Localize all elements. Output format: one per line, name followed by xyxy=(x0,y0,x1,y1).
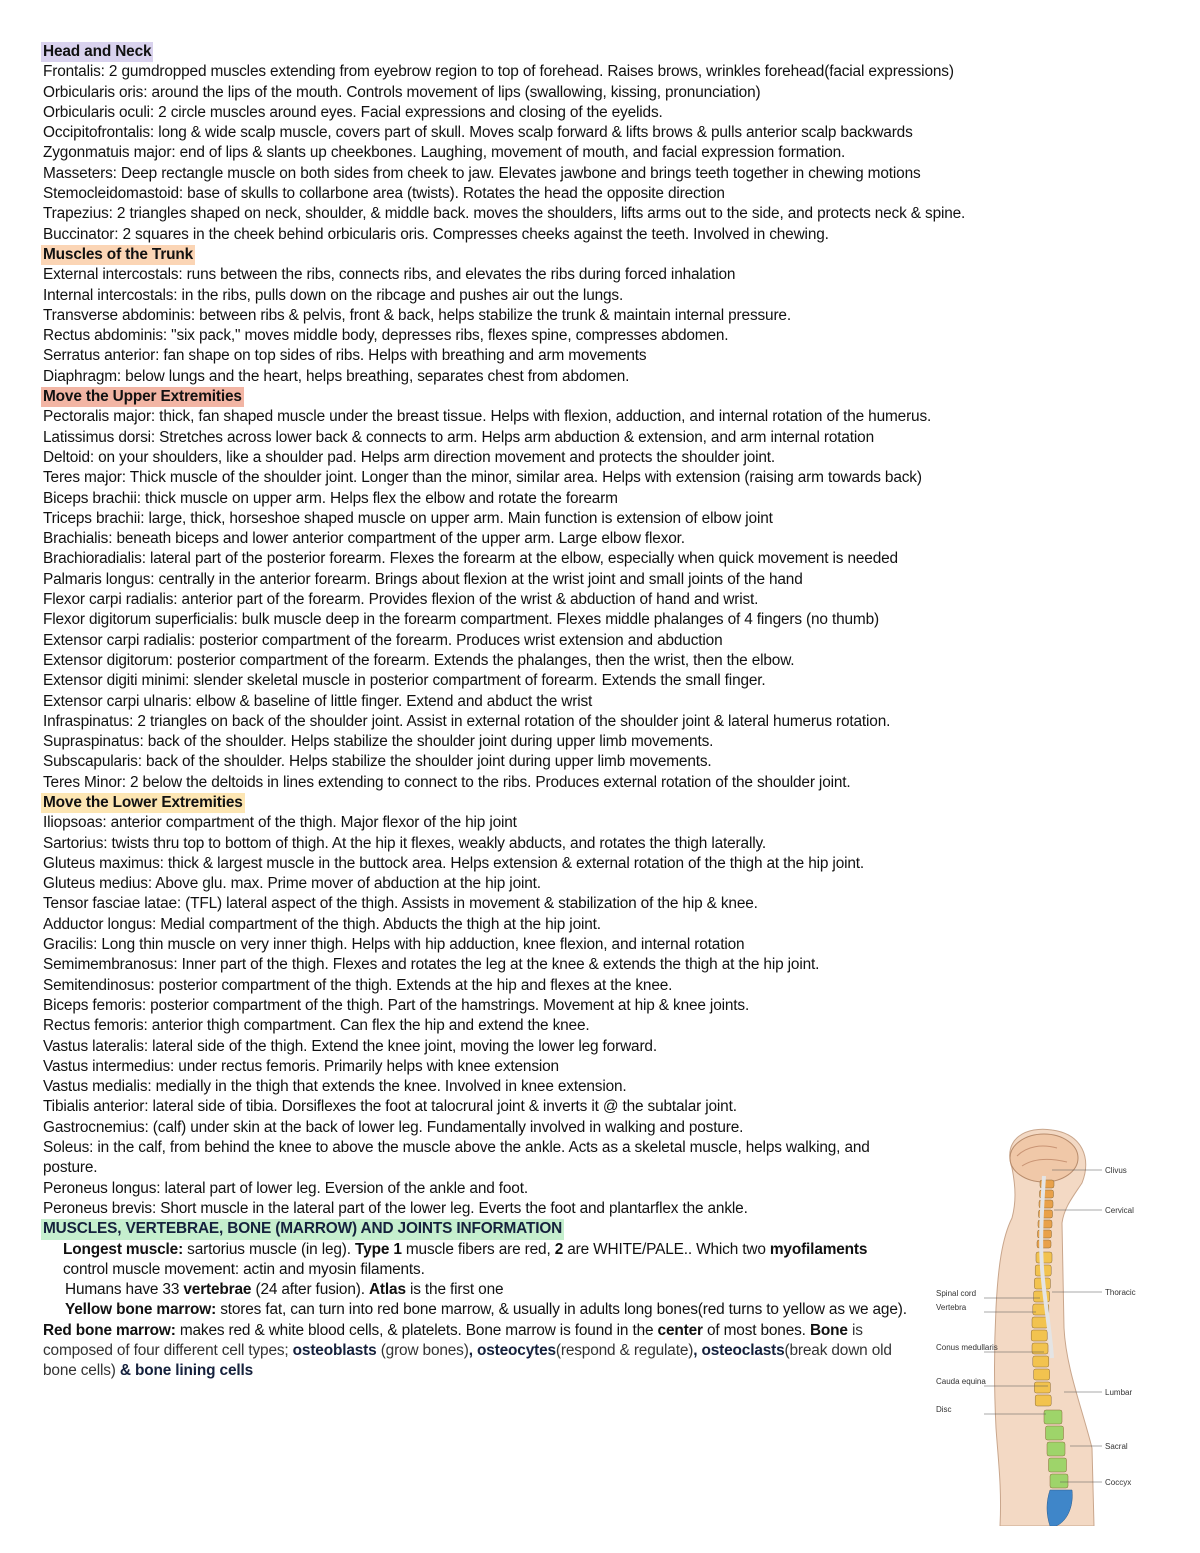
osteocytes-text: (respond & regulate) xyxy=(555,1342,694,1359)
type2-text: are WHITE/PALE.. Which two xyxy=(563,1240,770,1258)
spine-label-coccyx: Coccyx xyxy=(1105,1478,1132,1487)
spine-label-sacral: Sacral xyxy=(1105,1442,1128,1451)
vertebrae-post: is the first one xyxy=(405,1281,504,1299)
muscle-entry: Extensor digiti minimi: slender skeletal muscle in posterior compartment of forearm. Extends the small finger. xyxy=(43,672,766,690)
cervical-vertebra xyxy=(1037,1240,1051,1248)
spine-diagram xyxy=(932,1128,1162,1526)
longest-muscle-text: sartorius muscle (in leg). xyxy=(183,1240,356,1258)
vertebrae-mid: (24 after fusion). xyxy=(251,1281,369,1299)
vertebrae-pre: Humans have 33 xyxy=(65,1281,184,1299)
muscle-entry: Occipitofrontalis: long & wide scalp muscle, covers part of skull. Moves scalp forward & lifts brows & pulls anterior scalp backwards xyxy=(43,124,913,142)
osteoblasts-text: (grow bones) xyxy=(376,1342,469,1359)
muscle-entry: Rectus abdominis: "six pack," moves middle body, depresses ribs, flexes spine, compresses abdomen. xyxy=(43,327,729,345)
muscle-entry: Triceps brachii: large, thick, horseshoe shaped muscle on upper arm. Main function is extension of elbow joint xyxy=(43,509,773,527)
muscle-entry: Extensor carpi radialis: posterior compartment of the forearm. Produces wrist extension and abduction xyxy=(43,631,723,649)
muscle-entry: Extensor digitorum: posterior compartment of the forearm. Extends the phalanges, then the wrist, then the elbow. xyxy=(43,651,795,669)
muscle-entry: Flexor carpi radialis: anterior part of the forearm. Provides flexion of the wrist & abduction of hand and wrist. xyxy=(43,591,759,609)
muscle-entry: Palmaris longus: centrally in the anterior forearm. Brings about flexion at the wrist joint and small joints of the hand xyxy=(43,570,803,588)
section-heading: Move the Lower Extremities xyxy=(41,793,245,813)
spine-label-left: Vertebra xyxy=(936,1303,967,1312)
longest-muscle-label: Longest muscle: xyxy=(63,1240,184,1258)
muscle-entry: Tensor fasciae latae: (TFL) lateral aspect of the thigh. Assists in movement & stabilization of the hip & knee. xyxy=(43,895,758,913)
muscle-entry: Semitendinosus: posterior compartment of the thigh. Extends at the hip and flexes at the knee. xyxy=(43,976,673,994)
muscle-entry: Gastrocnemius: (calf) under skin at the back of lower leg. Fundamentally involved in walking and posture. xyxy=(43,1118,744,1136)
muscle-entry: Vastus intermedius: under rectus femoris. Primarily helps with knee extension xyxy=(43,1057,559,1075)
brain xyxy=(1010,1134,1078,1182)
type1-label: Type 1 xyxy=(355,1240,402,1258)
spine-label-left: Spinal cord xyxy=(936,1289,977,1298)
thoracic-vertebra xyxy=(1032,1343,1048,1354)
osteoclasts-label: osteoclasts xyxy=(701,1342,785,1359)
muscle-entry: Transverse abdominis: between ribs & pelvis, front & back, helps stabilize the trunk & maintain internal pressure. xyxy=(43,306,791,324)
muscle-entry: Stemocleidomastoid: base of skulls to collarbone area (twists). Rotates the head the opposite direction xyxy=(43,185,725,203)
osteocytes-label: osteocytes xyxy=(476,1342,556,1359)
muscle-entry: Brachialis: beneath biceps and lower anterior compartment of the upper arm. Large elbow flexor. xyxy=(43,530,685,548)
thoracic-vertebra xyxy=(1034,1382,1050,1393)
muscle-sections xyxy=(43,42,1163,1219)
muscle-entry: Semimembranosus: Inner part of the thigh. Flexes and rotates the leg at the knee & extends the thigh at the hip joint. xyxy=(43,956,820,974)
muscle-entry: Buccinator: 2 squares in the cheek behind orbicularis oris. Compresses cheeks against the teeth. Involved in chewing. xyxy=(43,225,829,243)
info-paragraph-bone xyxy=(43,1300,913,1381)
spine-label-cervical: Cervical xyxy=(1105,1206,1134,1215)
muscle-entry: Subscapularis: back of the shoulder. Helps stabilize the shoulder joint during upper limb movements. xyxy=(43,753,712,771)
spine-label-left: Cauda equina xyxy=(936,1377,986,1386)
muscle-entry: Gluteus medius: Above glu. max. Prime mover of abduction at the hip joint. xyxy=(43,875,541,893)
muscle-entry: Masseters: Deep rectangle muscle on both sides from cheek to jaw. Elevates jawbone and brings teeth together in chewing motions xyxy=(43,164,921,182)
bone-label: Bone xyxy=(809,1321,848,1339)
thoracic-vertebra xyxy=(1032,1317,1048,1328)
thoracic-vertebra xyxy=(1031,1330,1047,1341)
comma-1: , xyxy=(468,1342,477,1359)
comma-2: , xyxy=(693,1342,702,1359)
type2-label: 2 xyxy=(554,1240,564,1258)
yellow-marrow-text: stores fat, can turn into red bone marrow, & usually in adults long bones(red turns to yellow as we age). xyxy=(216,1301,907,1319)
muscle-entry: Peroneus brevis: Short muscle in the lateral part of the lower leg. Everts the foot and plantarflex the ankle. xyxy=(43,1199,748,1217)
muscle-entry: Gluteus maximus: thick & largest muscle in the buttock area. Helps extension & external rotation of the thigh at the hip joint. xyxy=(43,854,865,872)
muscle-entry: Orbicularis oculi: 2 circle muscles around eyes. Facial expressions and closing of the eyelids. xyxy=(43,103,663,121)
lumbar-vertebra xyxy=(1049,1458,1067,1472)
osteoblasts-label: osteoblasts xyxy=(292,1342,377,1359)
lumbar-vertebra xyxy=(1047,1442,1065,1456)
muscle-entry: Frontalis: 2 gumdropped muscles extending from eyebrow region to top of forehead. Raises brows, wrinkles forehead(facial expressions) xyxy=(43,63,954,81)
info-heading: MUSCLES, VERTEBRAE, BONE (MARROW) AND JOINTS INFORMATION xyxy=(41,1219,564,1239)
thoracic-vertebra xyxy=(1035,1395,1051,1406)
bone-text: is composed of four different cell types; xyxy=(43,1321,863,1359)
myofilaments-label: myofilaments xyxy=(769,1240,868,1258)
muscle-entry: Tibialis anterior: lateral side of tibia. Dorsiflexes the foot at talocrural joint & inverts it @ the subtalar joint. xyxy=(43,1098,737,1116)
muscle-entry: Rectus femoris: anterior thigh compartment. Can flex the hip and extend the knee. xyxy=(43,1017,590,1035)
muscle-entry: Peroneus longus: lateral part of lower leg. Eversion of the ankle and foot. xyxy=(43,1179,528,1197)
thoracic-vertebra xyxy=(1036,1252,1052,1263)
info-paragraph-vertebrae xyxy=(43,1280,913,1300)
muscle-entry: Biceps femoris: posterior compartment of the thigh. Part of the hamstrings. Movement at hip & knee joints. xyxy=(43,996,750,1014)
lumbar-vertebra xyxy=(1050,1474,1068,1488)
muscle-entry: Supraspinatus: back of the shoulder. Helps stabilize the shoulder joint during upper limb movements. xyxy=(43,733,714,751)
muscle-entry: Trapezius: 2 triangles shaped on neck, shoulder, & middle back. moves the shoulders, lifts arms out to the side, and protects neck & spine. xyxy=(43,205,966,223)
section-0 xyxy=(43,42,1163,245)
lumbar-vertebra xyxy=(1044,1410,1062,1424)
info-body xyxy=(43,1240,913,1382)
muscle-entry: Teres major: Thick muscle of the shoulder joint. Longer than the minor, similar area. Helps with extension (raising arm towards back) xyxy=(43,469,922,487)
spine-label-left: Disc xyxy=(936,1405,952,1414)
muscle-entry: Adductor longus: Medial compartment of the thigh. Abducts the thigh at the hip joint. xyxy=(43,915,601,933)
muscle-entry: Infraspinatus: 2 triangles on back of the shoulder joint. Assist in external rotation of the shoulder joint & lateral humerus rotation. xyxy=(43,712,891,730)
muscle-entry: Extensor carpi ulnaris: elbow & baseline of little finger. Extend and abduct the wrist xyxy=(43,692,593,710)
spine-label-left: Conus medullaris xyxy=(936,1343,998,1352)
bone-lining-label: & bone lining cells xyxy=(119,1362,254,1380)
section-heading: Move the Upper Extremities xyxy=(41,387,244,407)
spine-label-thoracic: Thoracic xyxy=(1105,1288,1136,1297)
muscle-entry: Zygonmatuis major: end of lips & slants up cheekbones. Laughing, movement of mouth, and facial expression formation. xyxy=(43,144,846,162)
spine-label-clivus: Clivus xyxy=(1105,1166,1127,1175)
spine-label-lumbar: Lumbar xyxy=(1105,1388,1133,1397)
red-marrow-text: makes red & white blood cells, & platelets. Bone marrow is found in the xyxy=(175,1321,658,1339)
muscle-entry: Biceps brachii: thick muscle on upper arm. Helps flex the elbow and rotate the forearm xyxy=(43,489,618,507)
muscle-entry: Latissimus dorsi: Stretches across lower back & connects to arm. Helps arm abduction & extension, and arm internal rotation xyxy=(43,428,874,446)
vertebrae-label: vertebrae xyxy=(183,1281,252,1299)
muscle-entry: Pectoralis major: thick, fan shaped muscle under the breast tissue. Helps with flexion, adduction, and internal rotation of the humerus. xyxy=(43,408,932,426)
center-label: center xyxy=(657,1321,703,1339)
muscle-entry: Soleus: in the calf, from behind the knee to above the muscle above the ankle. Acts as a skeletal muscle, helps walking, and posture. xyxy=(43,1139,870,1177)
muscle-entry: Orbicularis oris: around the lips of the mouth. Controls movement of lips (swallowing, kissing, pronunciation) xyxy=(43,83,761,101)
type1-text: muscle fibers are red, xyxy=(401,1240,555,1258)
lumbar-vertebra xyxy=(1046,1426,1064,1440)
muscle-entry: Deltoid: on your shoulders, like a shoulder pad. Helps arm direction movement and protects the shoulder joint. xyxy=(43,448,776,466)
muscle-entry: Iliopsoas: anterior compartment of the thigh. Major flexor of the hip joint xyxy=(43,814,517,832)
muscle-entry: Vastus medialis: medially in the thigh that extends the knee. Involved in knee extension. xyxy=(43,1078,627,1096)
muscle-entry: Brachioradialis: lateral part of the posterior forearm. Flexes the forearm at the elbow, especially when quick movement is needed xyxy=(43,550,898,568)
thoracic-vertebra xyxy=(1034,1369,1050,1380)
muscle-entry: Gracilis: Long thin muscle on very inner thigh. Helps with hip adduction, knee flexion, and internal rotation xyxy=(43,936,745,954)
center-text: of most bones. xyxy=(702,1321,810,1339)
muscle-entry: Flexor digitorum superficialis: bulk muscle deep in the forearm compartment. Flexes middle phalanges of 4 fingers (no thumb) xyxy=(43,611,879,629)
muscle-entry: Sartorius: twists thru top to bottom of thigh. At the hip it flexes, weakly abducts, and rotates the thigh laterally. xyxy=(43,834,767,852)
section-heading: Muscles of the Trunk xyxy=(41,245,195,265)
section-1 xyxy=(43,245,1163,387)
muscle-entry: External intercostals: runs between the ribs, connects ribs, and elevates the ribs during forced inhalation xyxy=(43,266,736,284)
osteoclasts-text: (break down old bone cells) xyxy=(43,1342,892,1380)
myofilaments-text: control muscle movement: actin and myosin filaments. xyxy=(63,1260,425,1278)
muscle-entry: Vastus lateralis: lateral side of the thigh. Extend the knee joint, moving the lower leg forward. xyxy=(43,1037,657,1055)
section-2 xyxy=(43,387,1163,793)
red-marrow-label: Red bone marrow: xyxy=(43,1321,176,1339)
section-heading: Head and Neck xyxy=(41,42,153,62)
yellow-marrow-label: Yellow bone marrow: xyxy=(65,1301,217,1319)
atlas-label: Atlas xyxy=(368,1281,406,1299)
muscle-entry: Internal intercostals: in the ribs, pulls down on the ribcage and pushes air out the lungs. xyxy=(43,286,624,304)
muscle-entry: Serratus anterior: fan shape on top sides of ribs. Helps with breathing and arm movements xyxy=(43,347,647,365)
info-paragraph-muscle xyxy=(43,1240,913,1281)
thoracic-vertebra xyxy=(1033,1356,1049,1367)
muscle-entry: Diaphragm: below lungs and the heart, helps breathing, separates chest from abdomen. xyxy=(43,367,630,385)
muscle-entry: Teres Minor: 2 below the deltoids in lines extending to connect to the ribs. Produces external rotation of the shoulder joint. xyxy=(43,773,851,791)
